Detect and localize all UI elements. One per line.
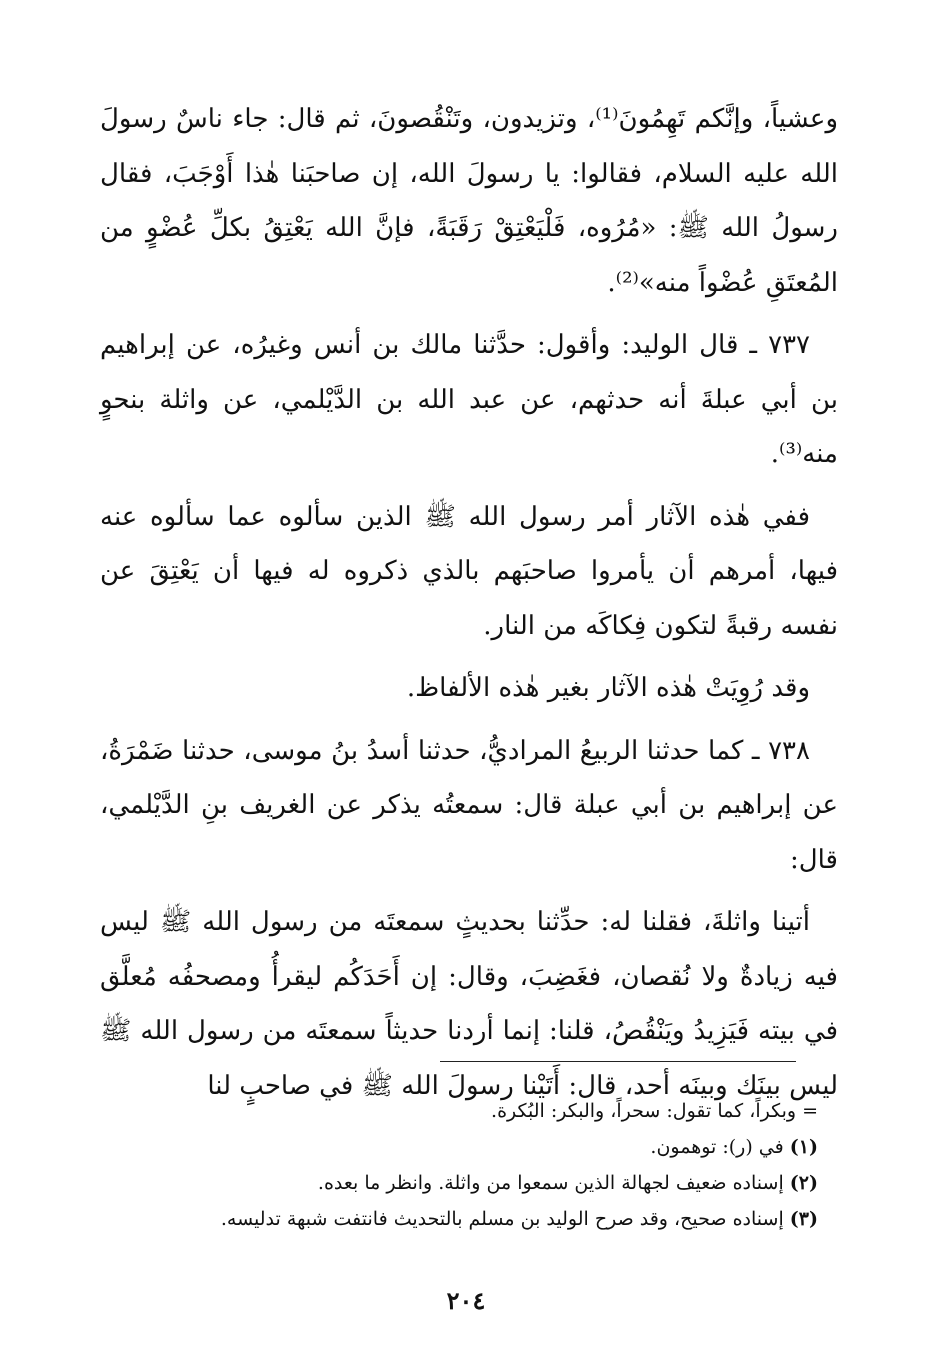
footnote-text: إسناده صحيح، وقد صرح الوليد بن مسلم بالتحديث فانتفت شبهة تدليسه.: [220, 1208, 784, 1230]
paragraph-continuation: وعشياً، وإنَّكم تَهِمُونَ⁽¹⁾، وتزيدون، وتَنْقُصونَ، ثم قال: جاء ناسٌ رسولَ الله عليه السلام، فقالوا: يا رسولَ الله، إن صاحبَنا هٰذا أَوْجَبَ، فقال رسولُ الله ﷺ: «مُرُوه، فَلْيَعْتِقْ رَقَبَةً، فإنَّ الله يَعْتِقُ بكلِّ عُضْوٍ من المُعتَقِ عُضْواً منه»⁽²⁾.: [100, 104, 838, 298]
footnote-1: [100, 1129, 818, 1165]
footnote-3: [100, 1201, 818, 1237]
footnote-2: [100, 1165, 818, 1201]
footnote-text: في (ر): توهمون.: [650, 1136, 784, 1158]
hadith-737: ٧٣٧ ـ قال الوليد: وأقول: حدَّثنا مالك بن أنس وغيرُه، عن إبراهيم بن أبي عبلةَ أنه حدثهم، عن عبد الله بن الدَّيْلمي، عن واثلة بنحوٍ منه⁽³⁾.: [100, 330, 838, 469]
footnote-divider: [440, 1061, 796, 1062]
footnote-number: (١): [789, 1136, 818, 1158]
footnote-number: (٢): [789, 1172, 818, 1194]
main-text: [100, 92, 838, 1121]
footnote-text: إسناده ضعيف لجهالة الذين سمعوا من واثلة. وانظر ما بعده.: [317, 1172, 784, 1194]
commentary-paragraph: ففي هٰذه الآثار أمر رسول الله ﷺ الذين سألوه عما سألوه عنه فيها، أمرهم أن يأمروا صاحبَهم بالذي ذكروه له فيها أن يَعْتِقَ عن نفسه رقبةً لتكون فِكاكَه من النار.: [100, 501, 838, 641]
footnote-number: (٣): [789, 1208, 818, 1230]
footnote-continuation: = وبكراً، كما تقول: سحراً، والبكر: البُكرة.: [491, 1100, 818, 1122]
page-number: ٢٠٤: [446, 1286, 486, 1315]
hadith-738-text: أتينا واثلةَ، فقلنا له: حدِّثنا بحديثٍ سمعتَه من رسول الله ﷺ ليس فيه زيادةٌ ولا نُقصان، فغَضِبَ، وقال: إن أَحَدَكُم ليقرأُ ومصحفُه مُعلَّق في بيته فَيَزِيدُ ويَنْقُصُ، قلنا: إنما أردنا حديثاً سمعتَه من رسول الله ﷺ ليس بينَك وبينَه أحد، قال: أَتَيْنا رسولَ الله ﷺ في صاحبٍ لنا: [100, 907, 838, 1101]
narration-note: وقد رُوِيَتْ هٰذه الآثار بغير هٰذه الألفاظ.: [406, 673, 810, 703]
hadith-738: ٧٣٨ ـ كما حدثنا الربيعُ المراديُّ، حدثنا أسدُ بنُ موسى، حدثنا ضَمْرَةُ، عن إبراهيم بن أبي عبلة قال: سمعتُه يذكر عن الغريف بنِ الدَّيْلمي، قال:: [100, 735, 838, 875]
footnotes: [100, 1093, 818, 1237]
